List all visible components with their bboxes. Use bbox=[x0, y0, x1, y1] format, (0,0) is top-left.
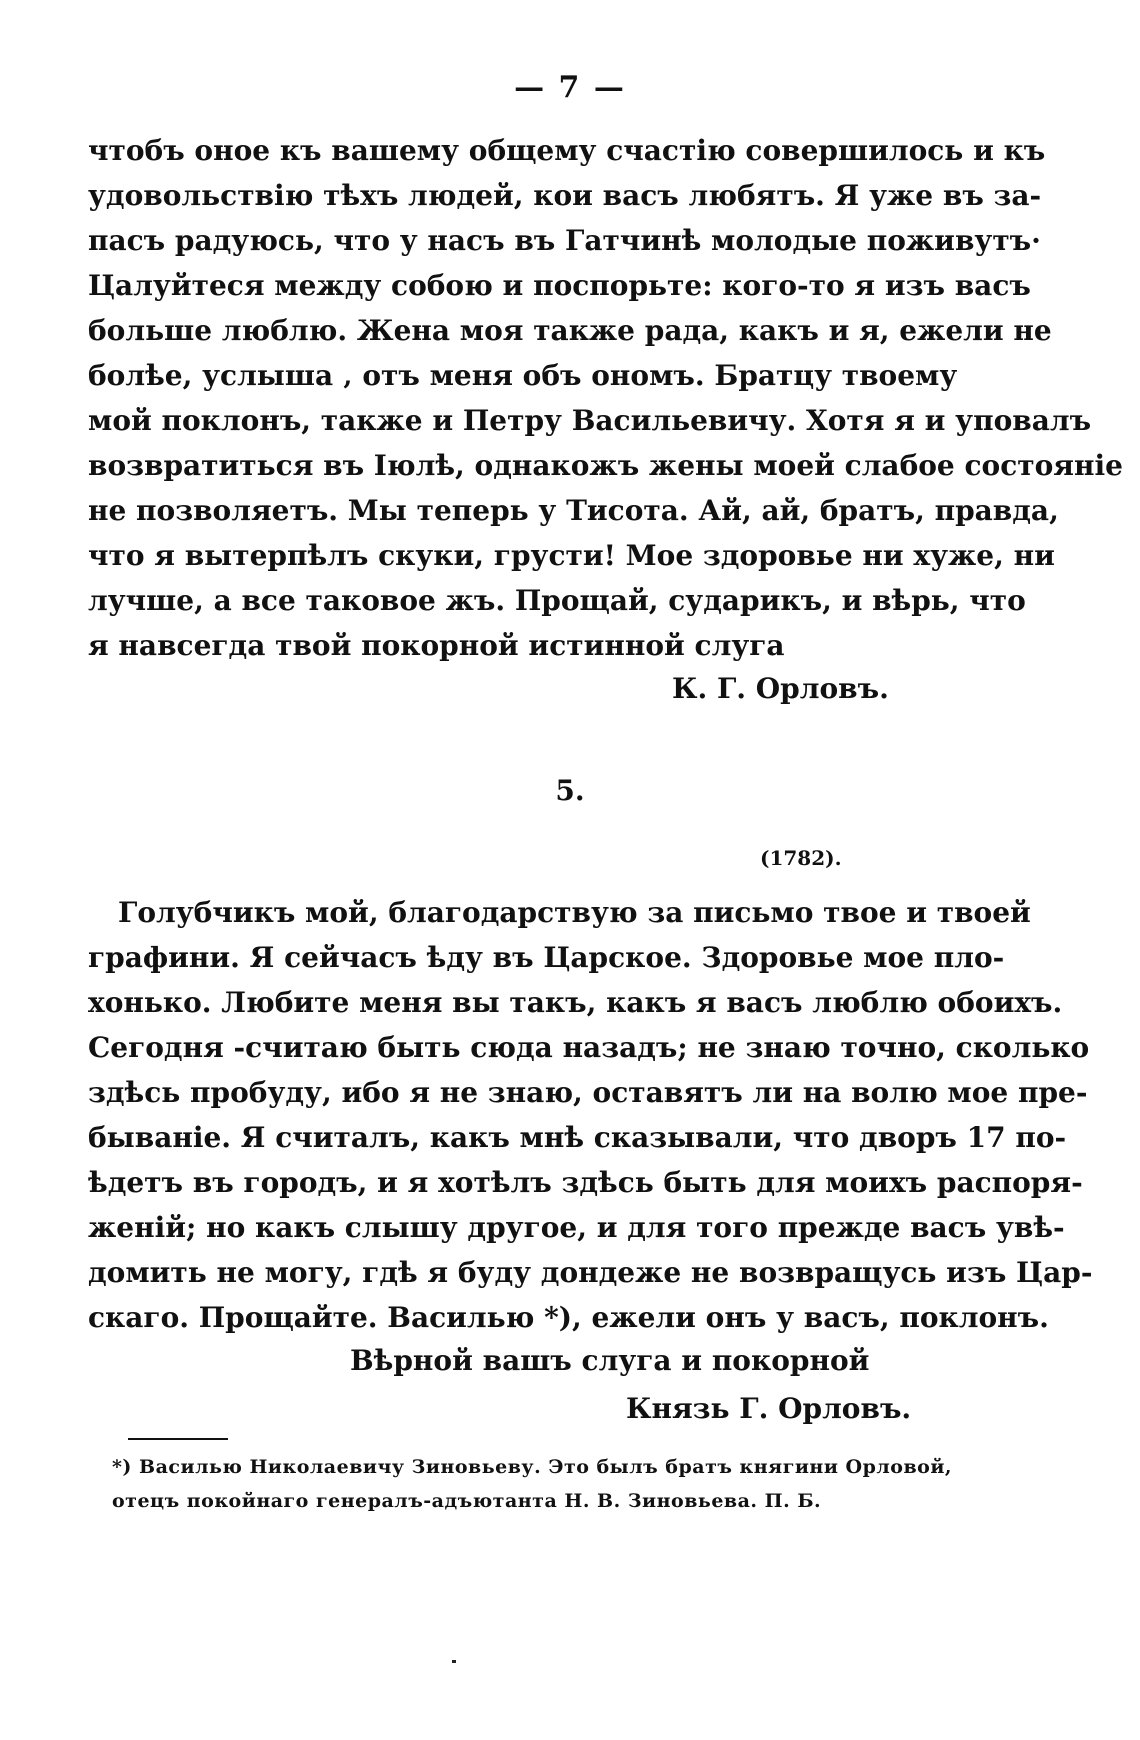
text-line: лучше, а все таковое жъ. Прощай, сударикъ, и вѣрь, что bbox=[88, 584, 1026, 617]
footnote-divider bbox=[128, 1438, 228, 1440]
text-line: графини. Я сейчасъ ѣду въ Царское. Здоровье мое пло- bbox=[88, 941, 1005, 974]
text-line: бываніе. Я считалъ, какъ мнѣ сказывали, что дворъ 17 по- bbox=[88, 1121, 1067, 1154]
letter-2-body bbox=[88, 890, 1093, 1340]
letter-1-signature: К. Г. Орловъ. bbox=[672, 672, 889, 705]
text-line: ѣдетъ въ городъ, и я хотѣлъ здѣсь быть для моихъ распоря- bbox=[88, 1166, 1083, 1199]
footnote bbox=[112, 1450, 952, 1518]
text-line: чтобъ оное къ вашему общему счастію совершилось и къ bbox=[88, 134, 1046, 167]
footnote-line: отецъ покойнаго генералъ-адъютанта Н. В. Зиновьева. П. Б. bbox=[112, 1490, 822, 1512]
page-number: — 7 — bbox=[514, 70, 626, 105]
text-line: болѣе, услыша ‚ отъ меня объ ономъ. Братцу твоему bbox=[88, 359, 958, 392]
text-line: Цалуйтеся между собою и поспорьте: кого-то я изъ васъ bbox=[88, 269, 1031, 302]
text-line: Сегодня ‑считаю быть сюда назадъ; не знаю точно, сколько bbox=[88, 1031, 1090, 1064]
text-line: Голубчикъ мой, благодарствую за письмо твое и твоей bbox=[118, 896, 1031, 929]
text-line: не позволяетъ. Мы теперь у Тисота. Ай, ай, братъ, правда, bbox=[88, 494, 1059, 527]
text-line: я навсегда твой покорной истинной слуга bbox=[88, 629, 785, 662]
letter-2-signature: Князь Г. Орловъ. bbox=[626, 1392, 912, 1425]
letter-2-number: 5. bbox=[555, 774, 585, 807]
text-line: скаго. Прощайте. Василью *), ежели онъ у васъ, поклонъ. bbox=[88, 1301, 1049, 1334]
letter-2-closing: Вѣрной вашъ слуга и покорной bbox=[350, 1344, 870, 1377]
text-line: мой поклонъ, также и Петру Васильевичу. Хотя я и уповалъ bbox=[88, 404, 1092, 437]
text-line: женій; но какъ слышу другое, и для того прежде васъ увѣ- bbox=[88, 1211, 1065, 1244]
footnote-line: *) Василью Николаевичу Зиновьеву. Это былъ братъ княгини Орловой, bbox=[112, 1456, 953, 1478]
text-line: хонько. Любите меня вы такъ, какъ я васъ люблю обоихъ. bbox=[88, 986, 1063, 1019]
text-line: что я вытерпѣлъ скуки, грусти! Мое здоровье ни хуже, ни bbox=[88, 539, 1055, 572]
text-line: возвратиться въ Іюлѣ, однакожъ жены моей слабое состояніе bbox=[88, 449, 1123, 482]
letter-1-body bbox=[88, 128, 1123, 668]
print-speck bbox=[452, 1660, 456, 1663]
text-line: здѣсь пробуду, ибо я не знаю, оставятъ ли на волю мое пре- bbox=[88, 1076, 1088, 1109]
text-line: больше люблю. Жена моя также рада, какъ и я, ежели не bbox=[88, 314, 1052, 347]
letter-2-date: (1782). bbox=[760, 846, 842, 870]
text-line: удовольствію тѣхъ людей, кои васъ любятъ. Я уже въ за- bbox=[88, 179, 1042, 212]
text-line: домить не могу, гдѣ я буду дондеже не возвращусь изъ Цар- bbox=[88, 1256, 1093, 1289]
text-line: пасъ радуюсь, что у насъ въ Гатчинѣ молодые поживутъ· bbox=[88, 224, 1041, 257]
